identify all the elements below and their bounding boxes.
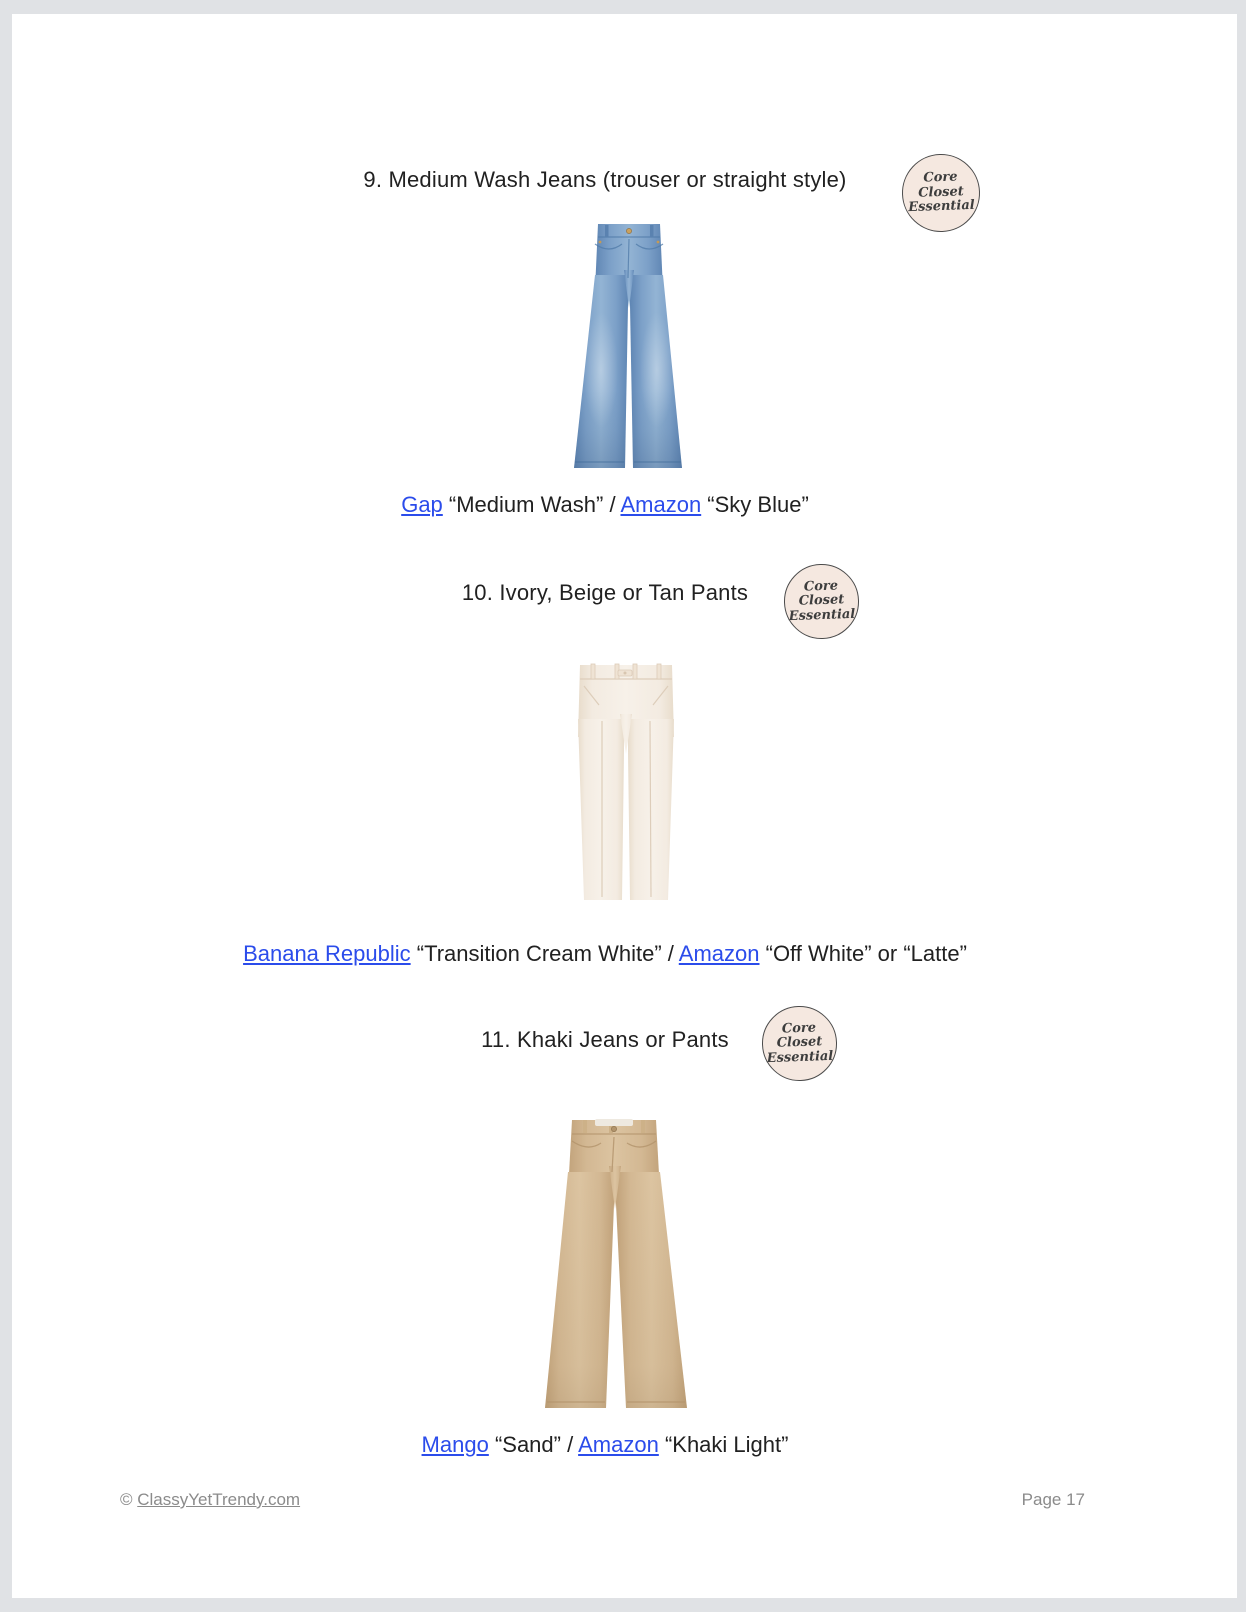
item-10-caption-text-1: “Transition Cream White” / <box>410 941 679 966</box>
badge-line-1: Core <box>923 169 958 186</box>
item-9-caption-text-2: “Sky Blue” <box>701 492 809 517</box>
mango-link[interactable]: Mango <box>421 1432 489 1457</box>
item-11-heading: 11. Khaki Jeans or Pants <box>481 1027 729 1052</box>
banana-republic-link[interactable]: Banana Republic <box>243 941 411 966</box>
item-9-caption-text-1: “Medium Wash” / <box>442 492 621 517</box>
amazon-link[interactable]: Amazon <box>620 492 702 517</box>
item-10-heading: 10. Ivory, Beige or Tan Pants <box>461 580 749 605</box>
classyyettrendy-link[interactable]: ClassyYetTrendy.com <box>137 1490 301 1509</box>
ivory-pants-image <box>572 659 680 902</box>
khaki-pants-image <box>535 1114 697 1410</box>
pdf-page <box>12 14 1237 1598</box>
badge-line-2: Closet <box>776 1034 823 1052</box>
badge-line-2: Closet <box>798 592 845 610</box>
badge-line-3: Essential <box>766 1048 834 1066</box>
badge-line-3: Essential <box>907 198 976 216</box>
footer-copyright <box>120 1490 300 1510</box>
badge-line-2: Closet <box>917 183 965 201</box>
item-11-caption-text-2: “Khaki Light” <box>658 1432 789 1457</box>
item-11-caption <box>12 1432 1198 1458</box>
item-10-caption-text-2: “Off White” or “Latte” <box>759 941 967 966</box>
badge-line-3: Essential <box>788 606 856 624</box>
page-number: Page 17 <box>1021 1490 1085 1509</box>
gap-link[interactable]: Gap <box>401 492 443 517</box>
core-closet-essential-badge <box>761 1005 839 1083</box>
item-9-heading: 9. Medium Wash Jeans (trouser or straight style) <box>363 167 847 192</box>
amazon-link[interactable]: Amazon <box>578 1432 659 1457</box>
item-11-caption-text-1: “Sand” / <box>488 1432 579 1457</box>
item-10-caption <box>12 941 1198 967</box>
core-closet-essential-badge <box>901 153 982 234</box>
badge-line-1: Core <box>781 1020 817 1037</box>
amazon-link[interactable]: Amazon <box>678 941 760 966</box>
copyright-symbol: © <box>120 1490 138 1509</box>
core-closet-essential-badge <box>783 563 861 641</box>
medium-wash-jeans-image <box>568 220 690 472</box>
badge-line-1: Core <box>803 578 839 595</box>
item-9-caption <box>12 492 1198 518</box>
